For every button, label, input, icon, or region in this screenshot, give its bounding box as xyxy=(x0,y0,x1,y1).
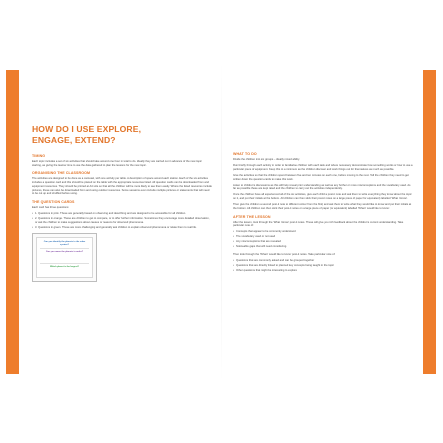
section-heading: ORGANISING THE CLASSROOM xyxy=(32,171,91,176)
list-item: • Concepts that appear to be commonly understood xyxy=(233,230,413,234)
card-question-3: Which planet is the largest? xyxy=(49,266,80,269)
page-title xyxy=(32,124,212,145)
list-item: • Questions that are directly linked to planned key concepts being taught in the topic xyxy=(233,264,413,268)
section-heading: WHAT TO DO xyxy=(233,152,257,156)
paragraph: Each card has three questions: xyxy=(32,205,70,209)
section-organising xyxy=(32,171,212,196)
question-card-thumbnail xyxy=(32,233,97,282)
paragraph: Then look through the 'What I would like to know' post-it notes. Take particular note of: xyxy=(233,252,336,256)
paragraph: The activities are designed to be done as a carousel, with one activity per table. A description of space around each station. Each of the six activities includes a question card and this should be placed on the table with the appropriate resources listed. All question cards can be downloaded from and equipment resources. They should be printed at A4 size so that all the children will be more likely to see them easily. Where the listed resources include pictures, these can also be downloaded from and using outdoor resources. Some sessions even include multiple pictures or statements that will need to be cut up and shuffled before using. xyxy=(32,177,212,196)
section-heading: THE QUESTION CARDS xyxy=(32,199,75,204)
paragraph: After the lesson, look through the 'What I know' post-it notes. These will give you rich feedback about the children's current understanding. Take particular note of: xyxy=(233,220,404,228)
question-card xyxy=(36,237,93,278)
list-item: • The vocabulary used or not used xyxy=(233,235,413,239)
title-line-2: ENGAGE, EXTEND? xyxy=(32,134,116,145)
paragraph: Then give the children a second post-it note to different colour from the first) and ask them to write what they would like to know and put their initials at the bottom. All children can then stick their post-it notes on a large piece of paper (or equivalent) labelled 'What I would like to know'. xyxy=(233,203,412,210)
section-heading: AFTER THE LESSON xyxy=(233,214,271,219)
section-after-lesson xyxy=(233,215,413,249)
list-item: • 3. Questions in green. These are more challenging and generally ask children to explain observed phenomena or relate them to real life. xyxy=(32,226,212,230)
page-fold xyxy=(221,60,222,384)
list-item: • 2. Questions in orange. These are children to get to compare, or to offer further information. Sometimes they encourage more detailed observation, or ask the children to make suggestions about causes or reasons for observed phenomena. xyxy=(32,217,212,224)
list-item: • Any misconceptions that are revealed xyxy=(233,240,413,244)
left-edge-bar xyxy=(6,70,19,374)
paragraph: Divide the children into six groups – ideally mixed ability. xyxy=(233,158,300,161)
paragraph: Listen to children's discussions as this will help reveal prior understanding as well as any further or more misconceptions and the vocabulary used. As far as possible these are kept rated and the children to carry out the activities independently. xyxy=(233,183,411,191)
section-question-cards xyxy=(32,200,212,229)
section-timing xyxy=(32,154,212,167)
paragraph: Once the children have all experienced all of the six activities, give each child a post-it note and ask them to write everything they know about the topic on it, and put their initials at the bottom. All children can then stick their post-it notes on a large piece of paper for equivalent) labelled 'What I know'. xyxy=(233,193,412,201)
list-item: • Other questions that might be interesting to explore xyxy=(233,269,413,273)
right-edge-bar xyxy=(423,70,436,374)
list-item: • Noticeable gaps that will need considering. xyxy=(233,245,413,249)
title-line-1: HOW DO I USE EXPLORE, xyxy=(32,124,142,134)
section-heading: TIMING xyxy=(32,154,46,158)
card-question-2: Can you name the planets in order? xyxy=(45,251,84,254)
list-item: • 1. Questions in pink. These are generally based on observing and describing and are designed to be accessible for all children. xyxy=(32,212,212,216)
list-item: • Questions that are commonly asked and can be grouped together xyxy=(233,259,413,263)
left-column xyxy=(32,154,212,282)
section-what-to-do xyxy=(233,152,413,211)
card-question-1: Can you identify the planets in the solar system? xyxy=(43,241,86,246)
paragraph: Run briefly through each activity in order to familiarise children with each task and where necessary demonstrate how something works or how to use a particular piece of equipment. Keep this to a minimum as the children discover and work things out for themselves as much as possible. xyxy=(233,164,413,171)
right-column xyxy=(233,152,413,276)
section-would-like-to-know xyxy=(233,253,413,273)
paragraph: Give the activities so that the children spend between five and ten minutes on each one, before moving to the next. Tell the children they need to get written down the question-cards to make this work. xyxy=(233,173,409,181)
paragraph: Each topic includes a set of six activities that should take around one hour in total to do. Ideally they are carried out in advance of the new topic starting, as giving the learner time to use the data gathered to plan the lessons for the new topic. xyxy=(32,160,202,167)
